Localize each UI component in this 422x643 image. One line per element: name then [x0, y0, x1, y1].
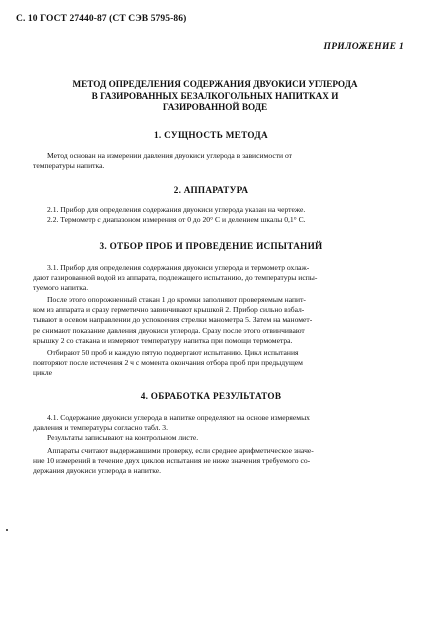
text-line: 4.1. Содержание двуокиси углерода в напитке определяют на основе измеряемых: [47, 413, 310, 422]
text-line: Аппараты считают выдержавшими проверку, если среднее арифметическое значе-: [47, 446, 314, 455]
section-1-paragraph: [33, 151, 397, 171]
document-title: [60, 79, 370, 114]
title-line-2: В ГАЗИРОВАННЫХ БЕЗАЛКОГОЛЬНЫХ НАПИТКАХ И: [91, 90, 339, 101]
appendix-label: ПРИЛОЖЕНИЕ 1: [323, 42, 404, 52]
section-3-paragraph-3: [33, 348, 397, 379]
text-line: 2.2. Термометр с диапазоном измерения от 0 до 20° С и делением шкалы 0,1° С.: [47, 215, 306, 225]
text-line: Отбирают 50 проб и каждую пятую подвергают испытанию. Цикл испытания: [47, 348, 299, 357]
text-line: 3.1. Прибор для определения содержания двуокиси углерода и термометр охлаж-: [47, 263, 310, 272]
text-line: температуры напитка.: [33, 161, 105, 171]
section-3-paragraph-2: [33, 295, 397, 346]
section-2-paragraphs: [33, 205, 397, 225]
text-line: 2.1. Прибор для определения содержания двуокиси углерода указан на чертеже.: [47, 205, 306, 214]
text-line: давления и температуры согласно табл. 3.: [33, 423, 168, 433]
text-line: повторяют после истечения 2 ч с момента окончания отбора проб при предыдущем: [33, 358, 303, 368]
section-4-paragraph-2: [33, 446, 397, 477]
text-line: цикле: [33, 368, 52, 378]
title-line-3: ГАЗИРОВАННОЙ ВОДЕ: [162, 102, 268, 112]
text-line: Результаты записывают на контрольном листе.: [47, 433, 199, 443]
section-3-paragraph-1: [33, 263, 397, 294]
text-line: дают газированной водой из аппарата, подлежащего испытанию, до температуры испы-: [33, 273, 318, 283]
text-line: туемого напитка.: [33, 283, 89, 293]
text-line: тывают в осевом направлении до успокоения стрелки манометра 5. Затем на маномет-: [33, 315, 313, 325]
section-4-paragraph-1: [33, 413, 397, 444]
page-header-standard: С. 10 ГОСТ 27440-87 (СТ СЭВ 5795-86): [16, 14, 187, 24]
section-heading-4: 4. ОБРАБОТКА РЕЗУЛЬТАТОВ: [140, 391, 282, 401]
text-line: ре снимают показание давления двуокиси углерода. Сразу после этого отвинчивают: [33, 325, 305, 335]
section-heading-2: 2. АППАРАТУРА: [173, 185, 249, 195]
text-line: держания двуокиси углерода в напитке.: [33, 466, 162, 476]
scan-speck: [6, 529, 8, 531]
section-heading-1: 1. СУЩНОСТЬ МЕТОДА: [154, 130, 268, 140]
text-line: После этого опорожненный стакан 1 до кромки заполняют проверяемым напит-: [47, 295, 306, 304]
text-line: ние 10 измерений в течение двух циклов испытания не ниже значения требуемого со-: [33, 456, 311, 466]
title-line-1: МЕТОД ОПРЕДЕЛЕНИЯ СОДЕРЖАНИЯ ДВУОКИСИ УГЛЕРОДА: [72, 79, 358, 89]
section-heading-3: 3. ОТБОР ПРОБ И ПРОВЕДЕНИЕ ИСПЫТАНИЙ: [99, 241, 323, 251]
text-line: крышку 2 со стакана и измеряют температуру напитка при помощи термометра.: [33, 335, 293, 345]
text-line: Метод основан на измерении давления двуокиси углерода в зависимости от: [47, 151, 293, 160]
text-line: ком из аппарата и сразу герметично завинчивают крышкой 2. Прибор сильно взбал-: [33, 305, 305, 315]
